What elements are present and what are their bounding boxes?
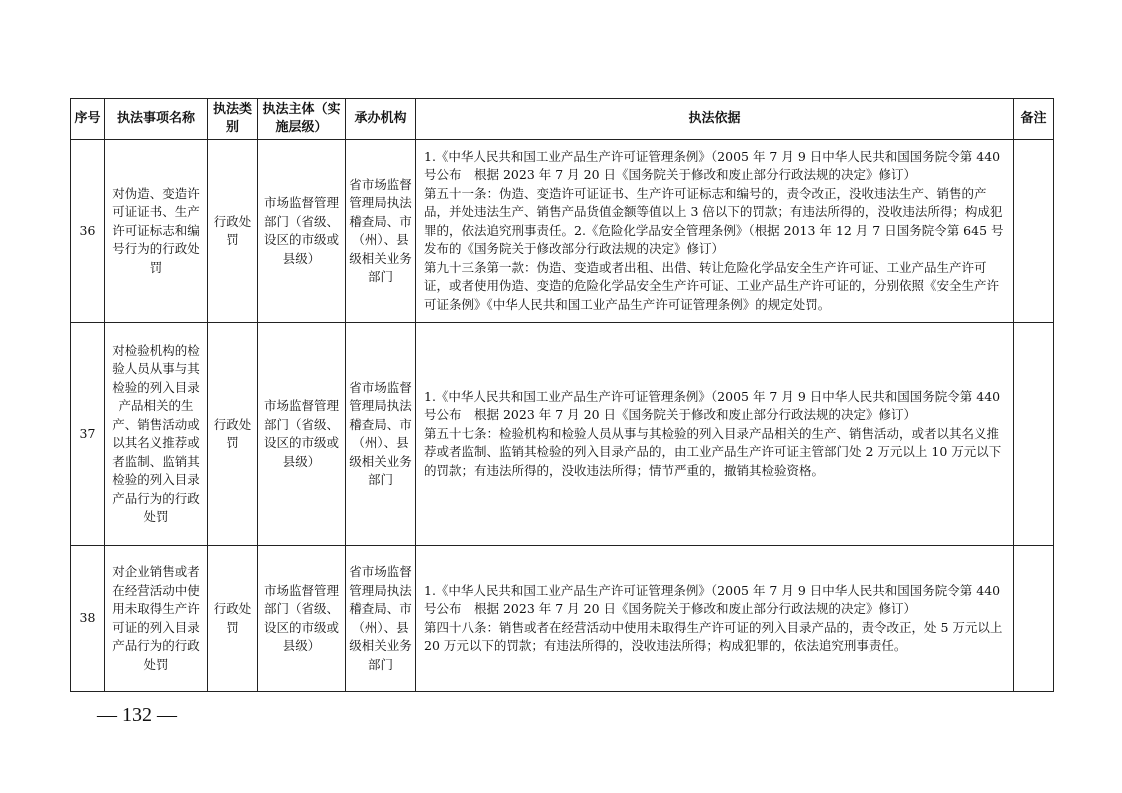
cell-remark bbox=[1014, 140, 1054, 323]
cell-no: 36 bbox=[71, 140, 105, 323]
cell-category: 行政处罚 bbox=[208, 546, 258, 692]
page-number: — 132 — bbox=[97, 704, 177, 726]
cell-remark bbox=[1014, 323, 1054, 546]
cell-office: 省市场监督管理局执法稽查局、市（州）、县级相关业务部门 bbox=[346, 140, 416, 323]
header-row bbox=[71, 99, 1054, 140]
header-category: 执法类别 bbox=[208, 99, 258, 140]
cell-no: 38 bbox=[71, 546, 105, 692]
table-row bbox=[71, 546, 1054, 692]
header-basis: 执法依据 bbox=[416, 99, 1014, 140]
header-no: 序号 bbox=[71, 99, 105, 140]
cell-no: 37 bbox=[71, 323, 105, 546]
cell-basis: 1.《中华人民共和国工业产品生产许可证管理条例》（2005 年 7 月 9 日中华人民共和国国务院令第 440 号公布 根据 2023 年 7 月 20 日《国务院关于修改和废止部分行政法规的决定》修订） 第五十一条：伪造、变造许可证证书、生产许可证标志和编号的，责令改正，没收违法生产、销售的产品，并处违法生产、销售产品货值金额等值以上 3 倍以下的罚款；有违法所得的，没收违法所得；构成犯罪的，依法追究刑事责任。2.《危险化学品安全管理条例》（根据 2013 年 12 月 7 日国务院令第 645 号发布的《国务院关于修改部分行政法规的决定》修订） 第九十三条第一款：伪造、变造或者出租、出借、转让危险化学品安全生产许可证、工业产品生产许可证，或者使用伪造、变造的危险化学品安全生产许可证、工业产品生产许可证的，分别依照《安全生产许可证条例》《中华人民共和国工业产品生产许可证管理条例》的规定处罚。 bbox=[416, 140, 1014, 323]
cell-item-name: 对伪造、变造许可证证书、生产许可证标志和编号行为的行政处罚 bbox=[105, 140, 208, 323]
cell-item-name: 对检验机构的检验人员从事与其检验的列入目录产品相关的生产、销售活动或以其名义推荐或者监制、监销其检验的列入目录产品行为的行政处罚 bbox=[105, 323, 208, 546]
cell-subject: 市场监督管理部门（省级、设区的市级或县级） bbox=[258, 546, 346, 692]
cell-category: 行政处罚 bbox=[208, 140, 258, 323]
cell-basis: 1.《中华人民共和国工业产品生产许可证管理条例》（2005 年 7 月 9 日中华人民共和国国务院令第 440 号公布 根据 2023 年 7 月 20 日《国务院关于修改和废止部分行政法规的决定》修订） 第四十八条：销售或者在经营活动中使用未取得生产许可证的列入目录产品的，责令改正，处 5 万元以上 20 万元以下的罚款；有违法所得的，没收违法所得；构成犯罪的，依法追究刑事责任。 bbox=[416, 546, 1014, 692]
cell-category: 行政处罚 bbox=[208, 323, 258, 546]
cell-office: 省市场监督管理局执法稽查局、市（州）、县级相关业务部门 bbox=[346, 546, 416, 692]
cell-item-name: 对企业销售或者在经营活动中使用未取得生产许可证的列入目录产品行为的行政处罚 bbox=[105, 546, 208, 692]
enforcement-table bbox=[70, 98, 1054, 692]
header-item-name: 执法事项名称 bbox=[105, 99, 208, 140]
cell-office: 省市场监督管理局执法稽查局、市（州）、县级相关业务部门 bbox=[346, 323, 416, 546]
header-office: 承办机构 bbox=[346, 99, 416, 140]
table-row bbox=[71, 140, 1054, 323]
cell-basis: 1.《中华人民共和国工业产品生产许可证管理条例》（2005 年 7 月 9 日中华人民共和国国务院令第 440 号公布 根据 2023 年 7 月 20 日《国务院关于修改和废止部分行政法规的决定》修订） 第五十七条：检验机构和检验人员从事与其检验的列入目录产品相关的生产、销售活动，或者以其名义推荐或者监制、监销其检验的列入目录产品的，由工业产品生产许可证主管部门处 2 万元以上 10 万元以下的罚款；有违法所得的，没收违法所得；情节严重的，撤销其检验资格。 bbox=[416, 323, 1014, 546]
header-remark: 备注 bbox=[1014, 99, 1054, 140]
table-row bbox=[71, 323, 1054, 546]
cell-subject: 市场监督管理部门（省级、设区的市级或县级） bbox=[258, 323, 346, 546]
cell-subject: 市场监督管理部门（省级、设区的市级或县级） bbox=[258, 140, 346, 323]
cell-remark bbox=[1014, 546, 1054, 692]
header-subject: 执法主体（实施层级） bbox=[258, 99, 346, 140]
